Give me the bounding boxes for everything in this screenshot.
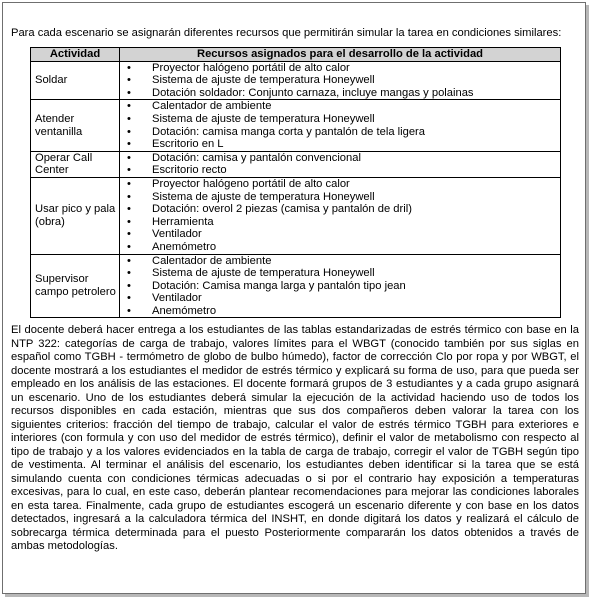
list-item: • Anemómetro bbox=[150, 305, 558, 318]
table-row bbox=[31, 151, 561, 177]
list-item: • Dotación soldador: Conjunto carnaza, incluye mangas y polainas bbox=[150, 87, 558, 100]
table-header-row bbox=[31, 47, 561, 61]
document-content bbox=[11, 27, 579, 554]
header-activity: Actividad bbox=[31, 47, 120, 61]
activity-cell: Operar Call Center bbox=[31, 151, 120, 177]
resources-list bbox=[122, 152, 558, 177]
list-item: • Sistema de ajuste de temperatura Honeywell bbox=[150, 267, 558, 280]
resources-table bbox=[30, 47, 561, 319]
list-item: • Ventilador bbox=[150, 228, 558, 241]
list-item: • Sistema de ajuste de temperatura Honeywell bbox=[150, 74, 558, 87]
list-item: • Proyector halógeno portátil de alto calor bbox=[150, 178, 558, 191]
list-item: • Ventilador bbox=[150, 292, 558, 305]
table-row bbox=[31, 254, 561, 318]
resources-list bbox=[122, 178, 558, 254]
resources-list bbox=[122, 100, 558, 150]
resources-cell bbox=[120, 61, 561, 100]
activity-cell: Atender ventanilla bbox=[31, 100, 120, 151]
body-paragraph: El docente deberá hacer entrega a los estudiantes de las tablas estandarizadas de estrés térmico con base en la NTP 322: categorías de carga de trabajo, valores límites para el WBGT (conocido también por sus siglas en español como TGBH - termómetro de globo de bulbo húmedo), factor de corrección Clo por ropa y por WBGT, el docente mostrará a los estudiantes el medidor de estrés térmico y explicará su forma de uso, para que pueda ser empleado en los análisis de las estaciones. El docente formará grupos de 3 estudiantes y a cada grupo asignará un escenario. Uno de los estudiantes deberá simular la ejecución de la actividad haciendo uso de todos los recursos disponibles en cada estación, mientras que sus dos compañeros deben valorar la tarea con los siguientes criterios: fracción del tiempo de trabajo, calcular el valor de estrés térmico TGBH para exteriores e interiores (con formula y con uso del medidor de estrés térmico), definir el valor de metabolismo con respecto al tipo de trabajo y a los valores evidenciados en la tabla de carga de trabajo, corregir el valor de TGBH según tipo de vestimenta. Al terminar el análisis del escenario, los estudiantes deben identificar si la tarea que se está simulando cuenta con condiciones térmicas adecuadas o si por el contrario hay exposición a temperaturas excesivas, para lo cual, en este caso, deberán plantear recomendaciones para mejorar las condiciones laborales en esta tarea. Finalmente, cada grupo de estudiantes escogerá un escenario diferente y con base en los datos detectados, ingresará a la calculadora térmica del INSHT, en donde digitará los datos y realizará el cálculo de sobrecarga térmica determinada para el puesto Posteriormente compararán los datos obtenidos a través de ambas metodologías. bbox=[11, 324, 579, 553]
list-item: • Sistema de ajuste de temperatura Honeywell bbox=[150, 113, 558, 126]
list-item: • Dotación: Camisa manga larga y pantalón tipo jean bbox=[150, 280, 558, 293]
activity-cell: Usar pico y pala (obra) bbox=[31, 177, 120, 254]
document-frame bbox=[2, 2, 586, 594]
resources-cell bbox=[120, 177, 561, 254]
intro-paragraph: Para cada escenario se asignarán diferentes recursos que permitirán simular la tarea en condiciones similares: bbox=[11, 27, 562, 39]
resources-cell bbox=[120, 151, 561, 177]
list-item: • Calentador de ambiente bbox=[150, 100, 558, 113]
list-item: • Escritorio recto bbox=[150, 164, 558, 177]
list-item: • Calentador de ambiente bbox=[150, 255, 558, 268]
list-item: • Sistema de ajuste de temperatura Honeywell bbox=[150, 191, 558, 204]
list-item: • Dotación: camisa y pantalón convencional bbox=[150, 152, 558, 165]
list-item: • Herramienta bbox=[150, 216, 558, 229]
table-row bbox=[31, 177, 561, 254]
list-item: • Dotación: camisa manga corta y pantalón de tela ligera bbox=[150, 126, 558, 139]
table-row bbox=[31, 100, 561, 151]
table-row bbox=[31, 61, 561, 100]
activity-cell: Supervisor campo petrolero bbox=[31, 254, 120, 318]
list-item: • Proyector halógeno portátil de alto calor bbox=[150, 62, 558, 75]
list-item: • Anemómetro bbox=[150, 241, 558, 254]
list-item: • Dotación: overol 2 piezas (camisa y pantalón de dril) bbox=[150, 203, 558, 216]
resources-list bbox=[122, 255, 558, 318]
resources-list bbox=[122, 62, 558, 100]
activity-cell: Soldar bbox=[31, 61, 120, 100]
list-item: • Escritorio en L bbox=[150, 138, 558, 151]
header-resources: Recursos asignados para el desarrollo de la actividad bbox=[120, 47, 561, 61]
resources-cell bbox=[120, 254, 561, 318]
resources-cell bbox=[120, 100, 561, 151]
